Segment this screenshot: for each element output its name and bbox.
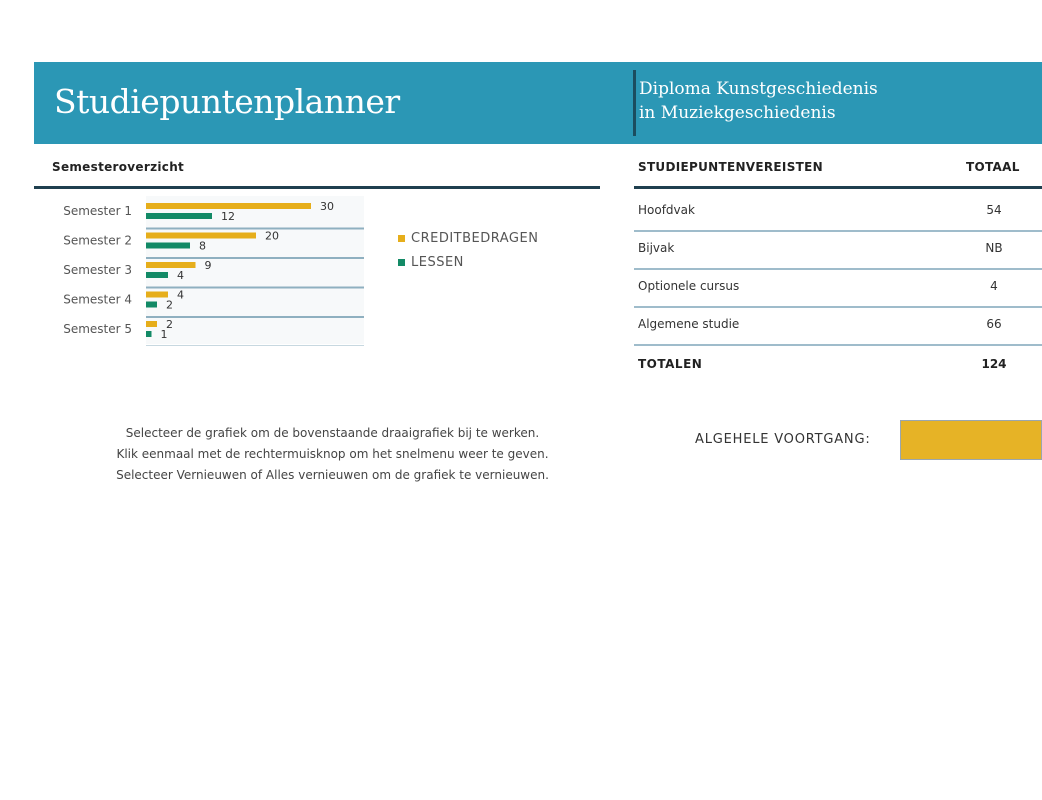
requirement-row: [634, 306, 1042, 346]
bar: [146, 213, 212, 219]
requirements-heading: STUDIEPUNTENVEREISTEN: [638, 160, 823, 174]
header-divider: [633, 70, 636, 136]
data-label: 4: [177, 288, 184, 302]
category-label: Semester 3: [63, 263, 132, 277]
overall-progress-fill: [901, 421, 1041, 459]
data-label: 8: [199, 239, 206, 253]
semester-pivot-chart[interactable]: [44, 196, 374, 346]
page-title: Studiepuntenplanner: [54, 82, 400, 121]
requirement-label: Hoofdvak: [638, 203, 695, 217]
overall-progress-bar: [900, 420, 1042, 460]
data-label: 9: [204, 259, 212, 272]
category-label: Semester 1: [63, 204, 132, 218]
requirements-header-rule: [634, 186, 1042, 189]
bar: [146, 243, 190, 249]
degree-subtitle: [639, 77, 878, 125]
requirement-label: Algemene studie: [638, 317, 740, 331]
instruction-line: Klik eenmaal met de rechtermuisknop om het snelmenu weer te geven.: [116, 447, 549, 461]
category-label: Semester 2: [63, 233, 132, 248]
degree-subtitle-line2: in Muziekgeschiedenis: [639, 103, 836, 123]
bar: [146, 292, 168, 298]
requirement-row: [634, 192, 1042, 232]
category-label: Semester 4: [63, 292, 132, 307]
data-label: 4: [177, 269, 184, 282]
legend-swatch-credits: [398, 235, 405, 242]
legend-label-credits: CREDITBEDRAGEN: [411, 230, 539, 246]
totals-label: TOTALEN: [638, 357, 703, 371]
data-label: 1: [160, 328, 168, 341]
chart-instructions: [50, 423, 615, 486]
bar: [146, 331, 152, 337]
legend-item-lessons: [398, 250, 538, 274]
requirement-value: NB: [985, 241, 1003, 255]
totals-value: 124: [981, 357, 1007, 371]
legend-swatch-lessons: [398, 259, 405, 266]
bar: [146, 302, 157, 308]
total-column-heading: TOTAAL: [966, 160, 1020, 174]
data-label: 30: [320, 200, 334, 213]
chart-svg: [44, 196, 374, 346]
degree-subtitle-line1: Diploma Kunstgeschiedenis: [639, 79, 878, 99]
chart-legend: [398, 226, 538, 274]
bar: [146, 262, 196, 268]
instruction-line: Selecteer de grafiek om de bovenstaande draaigrafiek bij te werken.: [125, 426, 540, 440]
requirement-value: 54: [986, 203, 1002, 217]
overview-header-rule: [34, 186, 600, 189]
data-label: 2: [166, 318, 173, 331]
requirement-row: [634, 230, 1042, 270]
data-label: 20: [265, 229, 279, 243]
instruction-line: Selecteer Vernieuwen of Alles vernieuwen om de grafiek te vernieuwen.: [116, 468, 549, 482]
bar: [146, 233, 256, 239]
category-label: Semester 5: [63, 322, 132, 336]
data-label: 2: [166, 298, 173, 312]
requirement-value: 4: [990, 279, 998, 293]
legend-item-credits: [398, 226, 538, 250]
requirement-value: 66: [986, 317, 1002, 331]
bar: [146, 203, 311, 209]
legend-label-lessons: LESSEN: [411, 254, 464, 270]
totals-row: [634, 346, 1042, 384]
bar: [146, 272, 168, 278]
header-banner: [34, 62, 1042, 144]
data-label: 12: [221, 210, 235, 223]
bar: [146, 321, 157, 327]
requirement-label: Bijvak: [638, 241, 675, 255]
overall-progress-label: ALGEHELE VOORTGANG:: [695, 432, 871, 447]
semester-overview-heading: Semesteroverzicht: [52, 160, 185, 174]
requirement-label: Optionele cursus: [638, 279, 740, 293]
requirement-row: [634, 268, 1042, 308]
